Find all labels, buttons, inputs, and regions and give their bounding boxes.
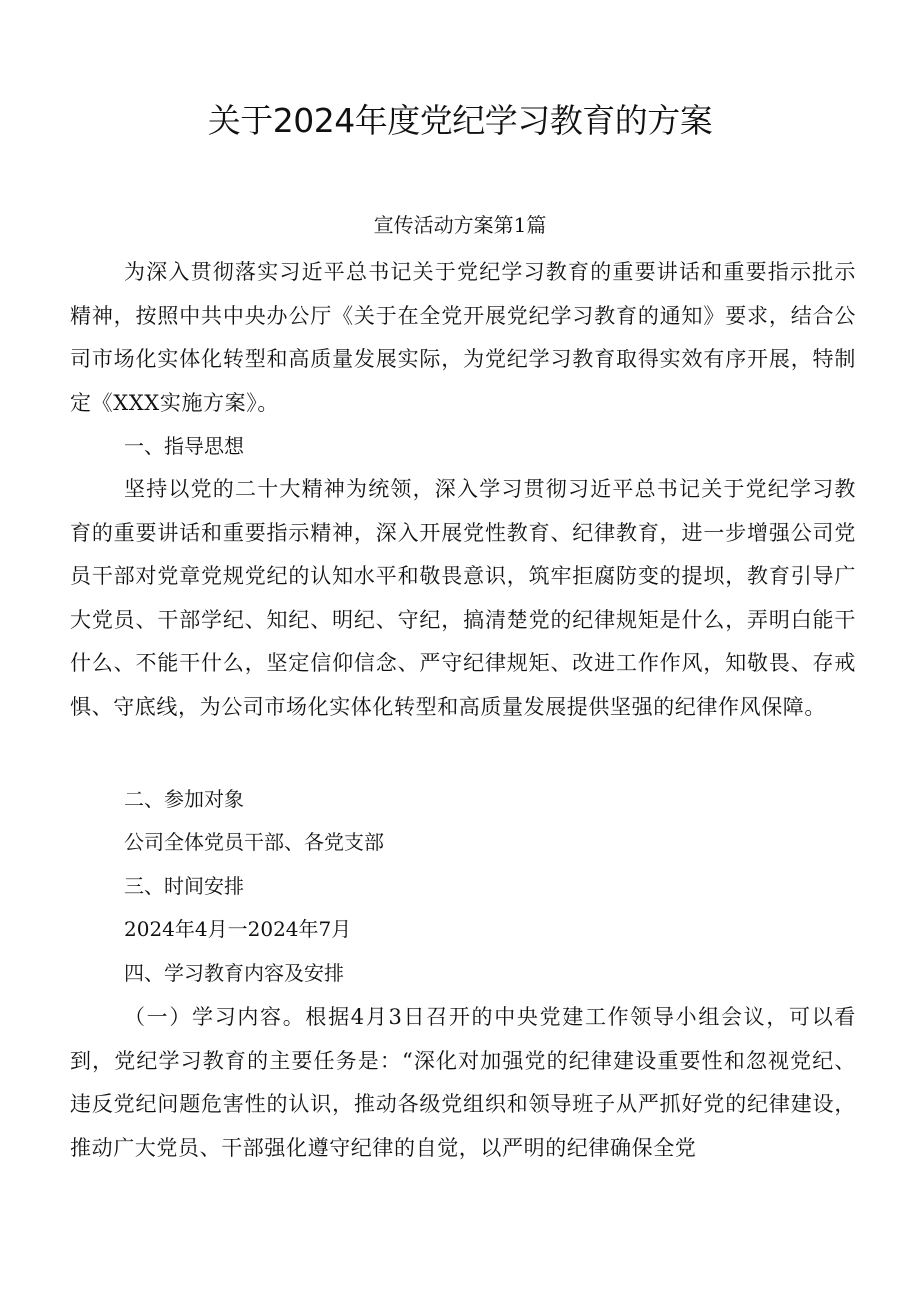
section-heading-participants: 二、参加对象: [124, 787, 244, 811]
section-body-study-content: （一）学习内容。根据4月3日召开的中央党建工作领导小组会议，可以看到，党纪学习教育的主要任务是：“深化对加强党的纪律建设重要性和忽视党纪、违反党纪问题危害性的认识，推动各级党组织和领导班子从严抓好党的纪律建设，推动广大党员、干部强化遵守纪律的自觉，以严明的纪律确保全党: [70, 1005, 856, 1160]
section-heading-guiding-ideology: 一、指导思想: [124, 434, 244, 458]
section-heading-study-content: 四、学习教育内容及安排: [124, 961, 344, 985]
section-heading-schedule: 三、时间安排: [124, 874, 244, 898]
document-subtitle: 宣传活动方案第1篇: [373, 213, 547, 237]
section-body-schedule: 2024年4月一2024年7月: [124, 917, 352, 941]
intro-paragraph: 为深入贯彻落实习近平总书记关于党纪学习教育的重要讲话和重要指示批示精神，按照中共中央办公厅《关于在全党开展党纪学习教育的通知》要求，结合公司市场化实体化转型和高质量发展实际，为党纪学习教育取得实效有序开展，特制定《XXX实施方案》。: [70, 260, 856, 415]
section-body-participants: 公司全体党员干部、各党支部: [124, 830, 384, 854]
document-title: 关于2024年度党纪学习教育的方案: [207, 101, 713, 140]
section-body-guiding-ideology: 坚持以党的二十大精神为统领，深入学习贯彻习近平总书记关于党纪学习教育的重要讲话和重要指示精神，深入开展党性教育、纪律教育，进一步增强公司党员干部对党章党规党纪的认知水平和敬畏意识，筑牢拒腐防变的提坝，教育引导广大党员、干部学纪、知纪、明纪、守纪，搞清楚党的纪律规矩是什么，弄明白能干什么、不能干什么，坚定信仰信念、严守纪律规矩、改进工作作风，知敬畏、存戒惧、守底线，为公司市场化实体化转型和高质量发展提供坚强的纪律作风保障。: [70, 477, 856, 719]
